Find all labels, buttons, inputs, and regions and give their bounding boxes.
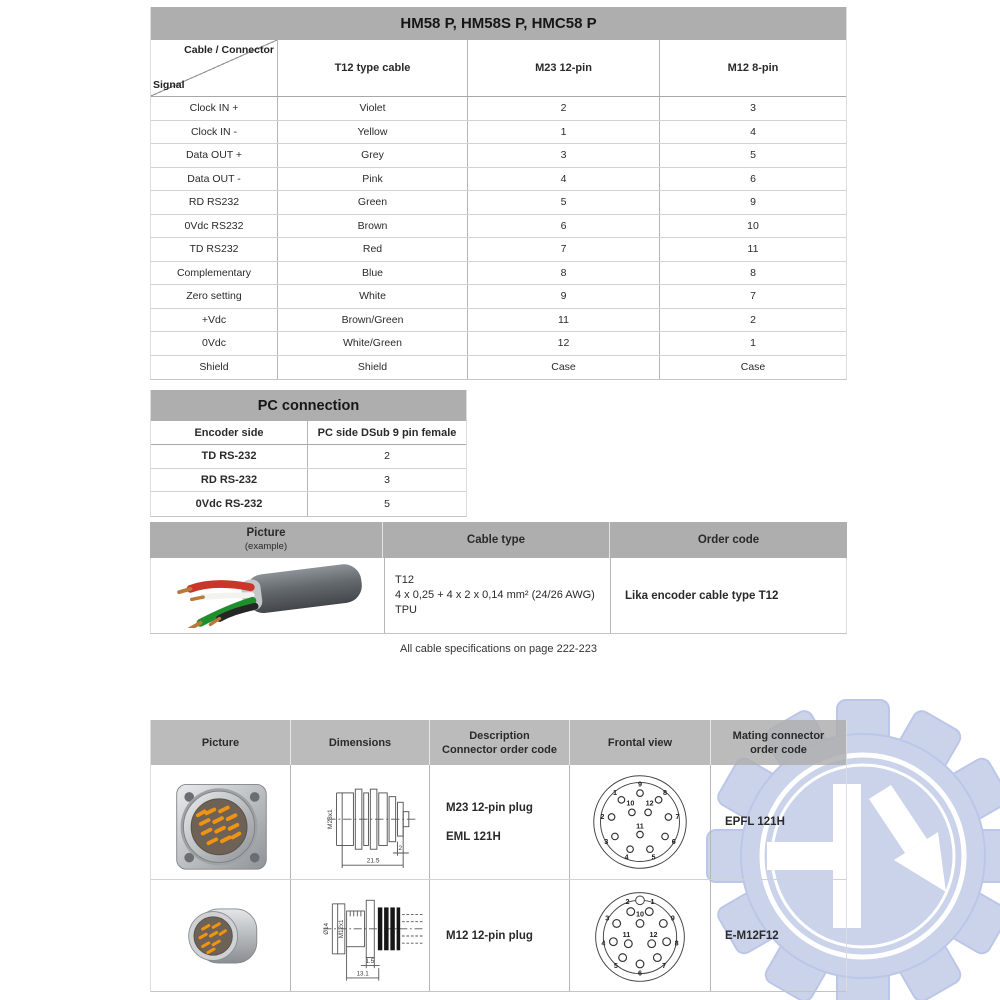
- encoder-side-cell: TD RS-232: [151, 445, 308, 468]
- m23-cell: 11: [468, 309, 660, 332]
- svg-text:9: 9: [670, 913, 675, 923]
- page-title: HM58 P, HM58S P, HMC58 P: [151, 7, 846, 40]
- t12-cell: White: [278, 285, 468, 308]
- column-header-dimensions: Dimensions: [291, 720, 430, 765]
- connector-table-header: [151, 720, 846, 765]
- svg-text:5: 5: [651, 852, 656, 862]
- corner-label-signal: Signal: [153, 79, 185, 91]
- m12-cell: 8: [750, 266, 756, 279]
- m12-cell: 11: [747, 243, 759, 256]
- m12-dimension-drawing: [293, 886, 427, 986]
- table-row: [151, 168, 846, 192]
- column-header-picture: Picture (example): [150, 522, 383, 558]
- m23-cell: 8: [468, 262, 660, 285]
- table-row: [151, 492, 466, 516]
- svg-text:Ø14: Ø14: [322, 922, 330, 935]
- connector-description: M12 12-pin plug: [446, 929, 533, 942]
- m12-frontal-view: [586, 882, 694, 990]
- column-header-description: Description Connector order code: [430, 720, 570, 765]
- table-row: [151, 285, 846, 309]
- pc-connection-table: [150, 390, 467, 517]
- m23-cell: 4: [468, 168, 660, 191]
- encoder-side-cell: RD RS-232: [151, 469, 308, 492]
- svg-text:12: 12: [649, 929, 658, 939]
- column-header-frontal-view: Frontal view: [570, 720, 711, 765]
- svg-text:2: 2: [398, 845, 403, 853]
- svg-text:3: 3: [604, 837, 609, 847]
- signal-table-header: [151, 40, 846, 97]
- table-row: [151, 238, 846, 262]
- column-header-mating-connector: Mating connector order code: [732, 729, 825, 756]
- pc-side-cell: 3: [384, 473, 390, 486]
- signal-cell: Clock IN +: [151, 97, 278, 120]
- connector-table: [150, 720, 847, 992]
- table-row: [151, 332, 846, 356]
- svg-text:13.1: 13.1: [356, 969, 369, 977]
- m12-cell: 7: [750, 290, 756, 303]
- table-row: [151, 356, 846, 380]
- encoder-side-cell: 0Vdc RS-232: [151, 492, 308, 516]
- connector-description: M23 12-pin plug: [446, 801, 533, 814]
- m23-cell: 7: [468, 238, 660, 261]
- m12-cell: 3: [750, 102, 756, 115]
- svg-text:8: 8: [674, 938, 679, 948]
- m23-cell: 3: [468, 144, 660, 167]
- cable-photo-cell: [151, 558, 384, 633]
- svg-text:11: 11: [636, 821, 644, 831]
- svg-text:9: 9: [637, 779, 643, 789]
- svg-text:21.5: 21.5: [366, 857, 380, 865]
- column-header-order-code: Order code: [697, 533, 760, 546]
- m12-cell: 9: [750, 196, 756, 209]
- t12-cell: Brown: [278, 215, 468, 238]
- table-row: [151, 469, 466, 493]
- svg-text:4: 4: [624, 852, 629, 862]
- t12-cell: Shield: [278, 356, 468, 380]
- column-header-cable-type: Cable type: [383, 522, 610, 558]
- signal-cell: Clock IN -: [151, 121, 278, 144]
- m12-dimensions-cell: [291, 880, 430, 991]
- corner-label-cable-connector: Cable / Connector: [184, 44, 274, 56]
- svg-text:3: 3: [605, 913, 610, 923]
- m12-cell: 5: [750, 149, 756, 162]
- column-header-m23: M23 12-pin: [468, 40, 660, 96]
- table-row: [151, 309, 846, 333]
- cable-type-cell: T12 4 x 0,25 + 4 x 2 x 0,14 mm² (24/26 AWG) TPU: [384, 558, 611, 633]
- corner-header-cell: [151, 40, 278, 96]
- m12-mating-connector-cell: E-M12F12: [725, 929, 779, 942]
- t12-cell: Blue: [278, 262, 468, 285]
- connector-order-code: EML 121H: [446, 830, 501, 843]
- svg-text:M12x1: M12x1: [338, 918, 346, 938]
- t12-cell: Violet: [278, 97, 468, 120]
- signal-cell: Data OUT -: [151, 168, 278, 191]
- cable-spec-note: All cable specifications on page 222-223: [400, 643, 597, 655]
- m23-cell: Case: [468, 356, 660, 380]
- svg-text:10: 10: [626, 798, 635, 808]
- svg-text:7: 7: [675, 812, 680, 822]
- table-row: [151, 445, 466, 469]
- m12-description-cell: [430, 880, 570, 991]
- svg-text:M23x1: M23x1: [326, 809, 334, 830]
- svg-text:2: 2: [600, 812, 605, 822]
- t12-cell: Red: [278, 238, 468, 261]
- svg-text:6: 6: [671, 837, 676, 847]
- signal-cell: RD RS232: [151, 191, 278, 214]
- table-row: [151, 121, 846, 145]
- m23-cell: 2: [468, 97, 660, 120]
- m23-connector-photo: [163, 770, 279, 874]
- column-header-encoder-side: Encoder side: [151, 421, 308, 444]
- m23-dimensions-cell: [291, 765, 430, 879]
- table-row: [151, 97, 846, 121]
- m23-cell: 5: [468, 191, 660, 214]
- cable-table-row: [150, 558, 847, 634]
- svg-text:5: 5: [613, 960, 618, 970]
- svg-text:1: 1: [650, 896, 655, 906]
- table-row: [151, 191, 846, 215]
- m23-cell: 1: [468, 121, 660, 144]
- svg-text:6: 6: [637, 968, 643, 978]
- signal-cell: 0Vdc RS232: [151, 215, 278, 238]
- signal-cell: Complementary: [151, 262, 278, 285]
- svg-text:11: 11: [622, 929, 631, 939]
- order-code-cell: Lika encoder cable type T12: [625, 589, 779, 602]
- svg-text:4: 4: [601, 938, 606, 948]
- table-row: [151, 144, 846, 168]
- svg-text:1: 1: [612, 788, 617, 798]
- t12-cell: Yellow: [278, 121, 468, 144]
- m12-cell: 10: [747, 219, 759, 232]
- m12-frontal-view-cell: [570, 880, 711, 991]
- m12-cell: Case: [740, 361, 766, 374]
- m23-description-cell: [430, 765, 570, 879]
- svg-text:10: 10: [635, 909, 645, 919]
- table-row-m12: [151, 880, 846, 991]
- m23-mating-connector-cell: EPFL 121H: [725, 816, 785, 828]
- m12-photo-cell: [151, 880, 291, 991]
- signal-cell: Shield: [151, 356, 278, 380]
- cable-photo: [170, 564, 365, 628]
- signal-cell: TD RS232: [151, 238, 278, 261]
- m12-cell: 1: [750, 337, 756, 350]
- table-row: [151, 262, 846, 286]
- pc-side-cell: 2: [384, 450, 390, 463]
- m23-frontal-view-cell: [570, 765, 711, 879]
- svg-text:7: 7: [662, 960, 667, 970]
- table-row: [151, 215, 846, 239]
- svg-text:1.5: 1.5: [365, 957, 375, 965]
- pc-connection-title: PC connection: [151, 390, 466, 421]
- t12-cell: Green: [278, 191, 468, 214]
- t12-cell: Pink: [278, 168, 468, 191]
- m23-cell: 9: [468, 285, 660, 308]
- m12-cell: 6: [750, 172, 756, 185]
- signal-cell: 0Vdc: [151, 332, 278, 355]
- m12-cell: 4: [750, 125, 756, 138]
- table-row-m23: [151, 765, 846, 880]
- column-header-t12: T12 type cable: [278, 40, 468, 96]
- column-header-pc-side: PC side DSub 9 pin female: [317, 426, 457, 439]
- m23-cell: 12: [468, 332, 660, 355]
- t12-cell: White/Green: [278, 332, 468, 355]
- cable-table-header: [150, 522, 847, 558]
- pc-connection-header: [151, 421, 466, 445]
- m12-connector-photo: [173, 901, 269, 971]
- m12-cell: 2: [750, 313, 756, 326]
- column-header-picture: Picture: [151, 720, 291, 765]
- pc-side-cell: 5: [384, 497, 390, 510]
- m23-cell: 6: [468, 215, 660, 238]
- column-header-m12: M12 8-pin: [727, 62, 779, 74]
- svg-text:8: 8: [663, 788, 668, 798]
- m23-dimension-drawing: [299, 769, 421, 875]
- svg-text:2: 2: [625, 896, 630, 906]
- t12-cell: Brown/Green: [278, 309, 468, 332]
- signal-cell: Zero setting: [151, 285, 278, 308]
- m23-photo-cell: [151, 765, 291, 879]
- m23-frontal-view: [587, 769, 693, 875]
- t12-cell: Grey: [278, 144, 468, 167]
- svg-text:12: 12: [645, 798, 654, 808]
- signal-cell: Data OUT +: [151, 144, 278, 167]
- signal-pinout-table: [150, 7, 847, 380]
- cable-table: [150, 522, 847, 655]
- signal-cell: +Vdc: [151, 309, 278, 332]
